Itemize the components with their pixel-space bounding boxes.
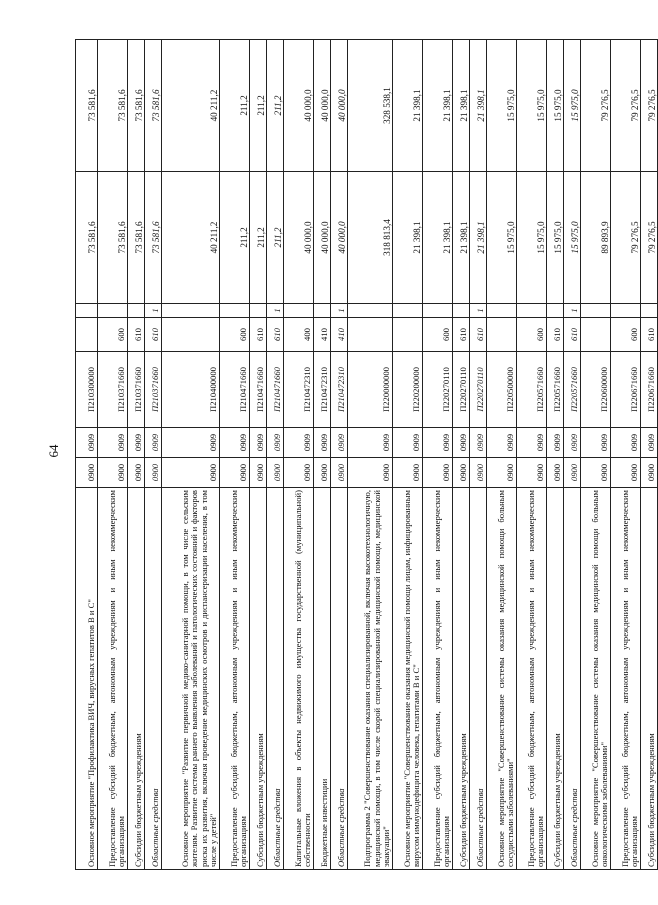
row-funding-flag — [98, 304, 128, 318]
row-amount-year-2: 40 000,0 — [314, 40, 331, 172]
row-section-code: 0909 — [162, 428, 220, 458]
row-name: Субсидии бюджетным учреждениям — [547, 488, 564, 870]
row-section-code: 0909 — [267, 428, 284, 458]
row-name: Субсидии бюджетным учреждениям — [641, 488, 658, 870]
row-amount-year-2: 21 398,1 — [453, 40, 470, 172]
row-section-code: 0909 — [314, 428, 331, 458]
row-amount-year-1: 40 000,0 — [314, 172, 331, 304]
row-ministry-code: 0900 — [145, 458, 162, 488]
row-target-article-code: П210400000 — [162, 352, 220, 428]
row-funding-flag — [453, 304, 470, 318]
row-target-article-code: П210471660 — [250, 352, 267, 428]
row-expense-type-code: 610 — [453, 318, 470, 352]
row-funding-flag — [314, 304, 331, 318]
row-target-article-code: П220571660 — [517, 352, 547, 428]
row-expense-type-code: 600 — [611, 318, 641, 352]
row-amount-year-2: 73 581,6 — [128, 40, 145, 172]
row-name: Основное мероприятие "Совершенствование системы оказания медицинской помощи больным сосудистыми заболеваниями" — [487, 488, 517, 870]
row-ministry-code: 0900 — [423, 458, 453, 488]
row-amount-year-1: 73 581,6 — [128, 172, 145, 304]
row-amount-year-2: 79 276,5 — [581, 40, 611, 172]
row-ministry-code: 0900 — [284, 458, 314, 488]
row-amount-year-1: 211,2 — [220, 172, 250, 304]
row-section-code: 0909 — [641, 428, 658, 458]
row-section-code: 0909 — [581, 428, 611, 458]
row-name: Субсидии бюджетным учреждениям — [128, 488, 145, 870]
row-expense-type-code: 600 — [423, 318, 453, 352]
row-amount-year-1: 73 581,6 — [98, 172, 128, 304]
row-name: Предоставление субсидий бюджетным, автономным учреждениям и иным некоммерческим организациям — [220, 488, 250, 870]
row-target-article-code: П210300000 — [76, 352, 98, 428]
row-funding-flag — [393, 304, 423, 318]
row-amount-year-1: 211,2 — [267, 172, 284, 304]
row-funding-flag — [284, 304, 314, 318]
row-amount-year-1: 73 581,6 — [145, 172, 162, 304]
row-amount-year-2: 79 276,5 — [641, 40, 658, 172]
row-ministry-code: 0900 — [487, 458, 517, 488]
row-name: Областные средства — [564, 488, 581, 870]
row-target-article-code: П210472310 — [284, 352, 314, 428]
table-row — [220, 40, 250, 870]
row-section-code: 0909 — [331, 428, 348, 458]
row-amount-year-1: 79 276,5 — [611, 172, 641, 304]
row-expense-type-code: 400 — [284, 318, 314, 352]
row-amount-year-2: 15 975,0 — [517, 40, 547, 172]
row-ministry-code: 0900 — [331, 458, 348, 488]
row-funding-flag — [547, 304, 564, 318]
row-amount-year-2: 328 538,1 — [348, 40, 393, 172]
row-expense-type-code — [581, 318, 611, 352]
row-expense-type-code — [487, 318, 517, 352]
row-ministry-code: 0900 — [128, 458, 145, 488]
row-expense-type-code — [162, 318, 220, 352]
row-target-article-code: П220270110 — [470, 352, 487, 428]
row-amount-year-1: 211,2 — [250, 172, 267, 304]
row-target-article-code: П220671660 — [641, 352, 658, 428]
row-section-code: 0909 — [611, 428, 641, 458]
row-funding-flag — [128, 304, 145, 318]
row-target-article-code: П210472310 — [331, 352, 348, 428]
row-name: Основное мероприятие "Профилактика ВИЧ, вирусных гепатитов В и С" — [76, 488, 98, 870]
row-ministry-code: 0900 — [453, 458, 470, 488]
row-expense-type-code: 610 — [267, 318, 284, 352]
row-amount-year-1: 15 975,0 — [547, 172, 564, 304]
row-amount-year-1: 40 000,0 — [331, 172, 348, 304]
table-row — [314, 40, 331, 870]
budget-table — [75, 39, 658, 870]
row-target-article-code: П220270110 — [453, 352, 470, 428]
table-row — [284, 40, 314, 870]
row-target-article-code: П220270110 — [423, 352, 453, 428]
row-target-article-code: П220500000 — [487, 352, 517, 428]
table-row — [331, 40, 348, 870]
row-target-article-code: П220671660 — [611, 352, 641, 428]
row-funding-flag: 1 — [331, 304, 348, 318]
row-expense-type-code — [76, 318, 98, 352]
row-ministry-code: 0900 — [76, 458, 98, 488]
row-amount-year-2: 21 398,1 — [423, 40, 453, 172]
table-row — [547, 40, 564, 870]
row-amount-year-1: 318 813,4 — [348, 172, 393, 304]
table-row — [423, 40, 453, 870]
row-amount-year-2: 40 000,0 — [284, 40, 314, 172]
table-row — [564, 40, 581, 870]
row-target-article-code: П220571660 — [547, 352, 564, 428]
row-expense-type-code: 410 — [331, 318, 348, 352]
row-expense-type-code: 600 — [220, 318, 250, 352]
row-name: Предоставление субсидий бюджетным, автономным учреждениям и иным некоммерческим организациям — [611, 488, 641, 870]
row-name: Подпрограмма 2 "Совершенствование оказания специализированной, включая высокотехнологичную, медицинской помощи, в том числе скорой специализированной медицинской помощи, медицинской эвакуации" — [348, 488, 393, 870]
row-expense-type-code: 610 — [145, 318, 162, 352]
row-section-code: 0909 — [76, 428, 98, 458]
row-expense-type-code: 610 — [128, 318, 145, 352]
row-name: Капитальные вложения в объекты недвижимого имущества государственной (муниципальной) собственности — [284, 488, 314, 870]
row-name: Предоставление субсидий бюджетным, автономным учреждениям и иным некоммерческим организациям — [517, 488, 547, 870]
table-row — [470, 40, 487, 870]
row-ministry-code: 0900 — [393, 458, 423, 488]
row-funding-flag — [517, 304, 547, 318]
row-target-article-code: П210371660 — [98, 352, 128, 428]
row-name: Основное мероприятие "Совершенствование оказания медицинской помощи лицам, инфицированным вирусом иммунодефицита человека, гепатитами В и С" — [393, 488, 423, 870]
row-section-code: 0909 — [423, 428, 453, 458]
row-amount-year-2: 211,2 — [220, 40, 250, 172]
row-expense-type-code: 610 — [470, 318, 487, 352]
row-name: Субсидии бюджетным учреждениям — [250, 488, 267, 870]
budget-table-body — [76, 40, 658, 870]
table-row — [611, 40, 641, 870]
row-ministry-code: 0900 — [517, 458, 547, 488]
row-name: Областные средства — [331, 488, 348, 870]
row-name: Областные средства — [470, 488, 487, 870]
table-row — [98, 40, 128, 870]
row-name: Субсидии бюджетным учреждениям — [453, 488, 470, 870]
row-amount-year-1: 15 975,0 — [487, 172, 517, 304]
row-expense-type-code: 600 — [517, 318, 547, 352]
table-row — [581, 40, 611, 870]
row-funding-flag — [162, 304, 220, 318]
row-section-code: 0909 — [393, 428, 423, 458]
table-row — [348, 40, 393, 870]
row-funding-flag — [487, 304, 517, 318]
row-funding-flag: 1 — [564, 304, 581, 318]
row-amount-year-2: 79 276,5 — [611, 40, 641, 172]
row-ministry-code: 0900 — [470, 458, 487, 488]
row-section-code: 0909 — [348, 428, 393, 458]
row-section-code: 0909 — [564, 428, 581, 458]
row-section-code: 0909 — [470, 428, 487, 458]
row-expense-type-code: 610 — [564, 318, 581, 352]
row-funding-flag — [76, 304, 98, 318]
row-name: Областные средства — [145, 488, 162, 870]
row-amount-year-1: 21 398,1 — [393, 172, 423, 304]
row-ministry-code: 0900 — [250, 458, 267, 488]
row-expense-type-code: 610 — [641, 318, 658, 352]
row-funding-flag — [423, 304, 453, 318]
row-amount-year-2: 73 581,6 — [98, 40, 128, 172]
row-funding-flag — [250, 304, 267, 318]
row-name: Областные средства — [267, 488, 284, 870]
row-expense-type-code: 610 — [250, 318, 267, 352]
row-section-code: 0909 — [487, 428, 517, 458]
table-row — [250, 40, 267, 870]
row-target-article-code: П210371660 — [128, 352, 145, 428]
row-amount-year-2: 40 211,2 — [162, 40, 220, 172]
row-ministry-code: 0900 — [641, 458, 658, 488]
row-expense-type-code: 410 — [314, 318, 331, 352]
row-ministry-code: 0900 — [267, 458, 284, 488]
row-amount-year-2: 73 581,6 — [76, 40, 98, 172]
row-expense-type-code — [348, 318, 393, 352]
table-row — [453, 40, 470, 870]
table-row — [393, 40, 423, 870]
row-amount-year-2: 15 975,0 — [487, 40, 517, 172]
row-target-article-code: П220000000 — [348, 352, 393, 428]
row-ministry-code: 0900 — [162, 458, 220, 488]
table-row — [641, 40, 658, 870]
row-amount-year-1: 15 975,0 — [564, 172, 581, 304]
table-row — [517, 40, 547, 870]
row-section-code: 0909 — [145, 428, 162, 458]
table-row — [162, 40, 220, 870]
row-section-code: 0909 — [128, 428, 145, 458]
row-amount-year-2: 21 398,1 — [393, 40, 423, 172]
row-ministry-code: 0900 — [581, 458, 611, 488]
row-amount-year-1: 73 581,6 — [76, 172, 98, 304]
row-ministry-code: 0900 — [564, 458, 581, 488]
row-section-code: 0909 — [250, 428, 267, 458]
table-row — [267, 40, 284, 870]
row-funding-flag: 1 — [145, 304, 162, 318]
rotated-table-container — [75, 40, 657, 870]
row-name: Основное мероприятие "Развитие первичной медико-санитарной помощи, в том числе сельским жителям. Развитие системы раннего выявления заболеваний и патологических состояний и факторов риска их развития, включая проведение медицинских осмотров и диспансеризации населения, в том числе у детей" — [162, 488, 220, 870]
row-funding-flag — [641, 304, 658, 318]
row-expense-type-code — [393, 318, 423, 352]
row-section-code: 0909 — [547, 428, 564, 458]
row-amount-year-1: 21 398,1 — [470, 172, 487, 304]
table-row — [487, 40, 517, 870]
page-number: 64 — [46, 444, 61, 458]
row-funding-flag — [220, 304, 250, 318]
row-amount-year-1: 21 398,1 — [423, 172, 453, 304]
row-ministry-code: 0900 — [220, 458, 250, 488]
row-target-article-code: П210471660 — [220, 352, 250, 428]
row-ministry-code: 0900 — [314, 458, 331, 488]
row-amount-year-2: 211,2 — [267, 40, 284, 172]
row-amount-year-1: 15 975,0 — [517, 172, 547, 304]
table-row — [145, 40, 162, 870]
row-amount-year-1: 79 276,5 — [641, 172, 658, 304]
row-ministry-code: 0900 — [547, 458, 564, 488]
row-target-article-code: П220200000 — [393, 352, 423, 428]
row-target-article-code: П210472310 — [314, 352, 331, 428]
row-amount-year-2: 15 975,0 — [564, 40, 581, 172]
row-expense-type-code: 610 — [547, 318, 564, 352]
row-amount-year-2: 73 581,6 — [145, 40, 162, 172]
row-funding-flag — [581, 304, 611, 318]
row-section-code: 0909 — [517, 428, 547, 458]
row-section-code: 0909 — [220, 428, 250, 458]
row-amount-year-2: 21 398,1 — [470, 40, 487, 172]
row-amount-year-1: 40 000,0 — [284, 172, 314, 304]
row-name: Предоставление субсидий бюджетным, автономным учреждениям и иным некоммерческим организациям — [423, 488, 453, 870]
row-amount-year-1: 21 398,1 — [453, 172, 470, 304]
row-name: Бюджетные инвестиции — [314, 488, 331, 870]
row-section-code: 0909 — [284, 428, 314, 458]
table-row — [128, 40, 145, 870]
row-funding-flag — [611, 304, 641, 318]
row-target-article-code: П210371660 — [145, 352, 162, 428]
row-funding-flag — [348, 304, 393, 318]
table-row — [76, 40, 98, 870]
row-name: Основное мероприятие "Совершенствование системы оказания медицинской помощи больным онкологическими заболеваниями" — [581, 488, 611, 870]
row-name: Предоставление субсидий бюджетным, автономным учреждениям и иным некоммерческим организациям — [98, 488, 128, 870]
row-amount-year-2: 15 975,0 — [547, 40, 564, 172]
row-amount-year-2: 40 000,0 — [331, 40, 348, 172]
row-section-code: 0909 — [453, 428, 470, 458]
row-ministry-code: 0900 — [348, 458, 393, 488]
row-target-article-code: П210471660 — [267, 352, 284, 428]
row-amount-year-1: 89 893,9 — [581, 172, 611, 304]
row-funding-flag: 1 — [470, 304, 487, 318]
row-ministry-code: 0900 — [611, 458, 641, 488]
row-ministry-code: 0900 — [98, 458, 128, 488]
row-expense-type-code: 600 — [98, 318, 128, 352]
row-amount-year-1: 40 211,2 — [162, 172, 220, 304]
row-target-article-code: П220600000 — [581, 352, 611, 428]
row-funding-flag: 1 — [267, 304, 284, 318]
row-target-article-code: П220571660 — [564, 352, 581, 428]
row-amount-year-2: 211,2 — [250, 40, 267, 172]
row-section-code: 0909 — [98, 428, 128, 458]
